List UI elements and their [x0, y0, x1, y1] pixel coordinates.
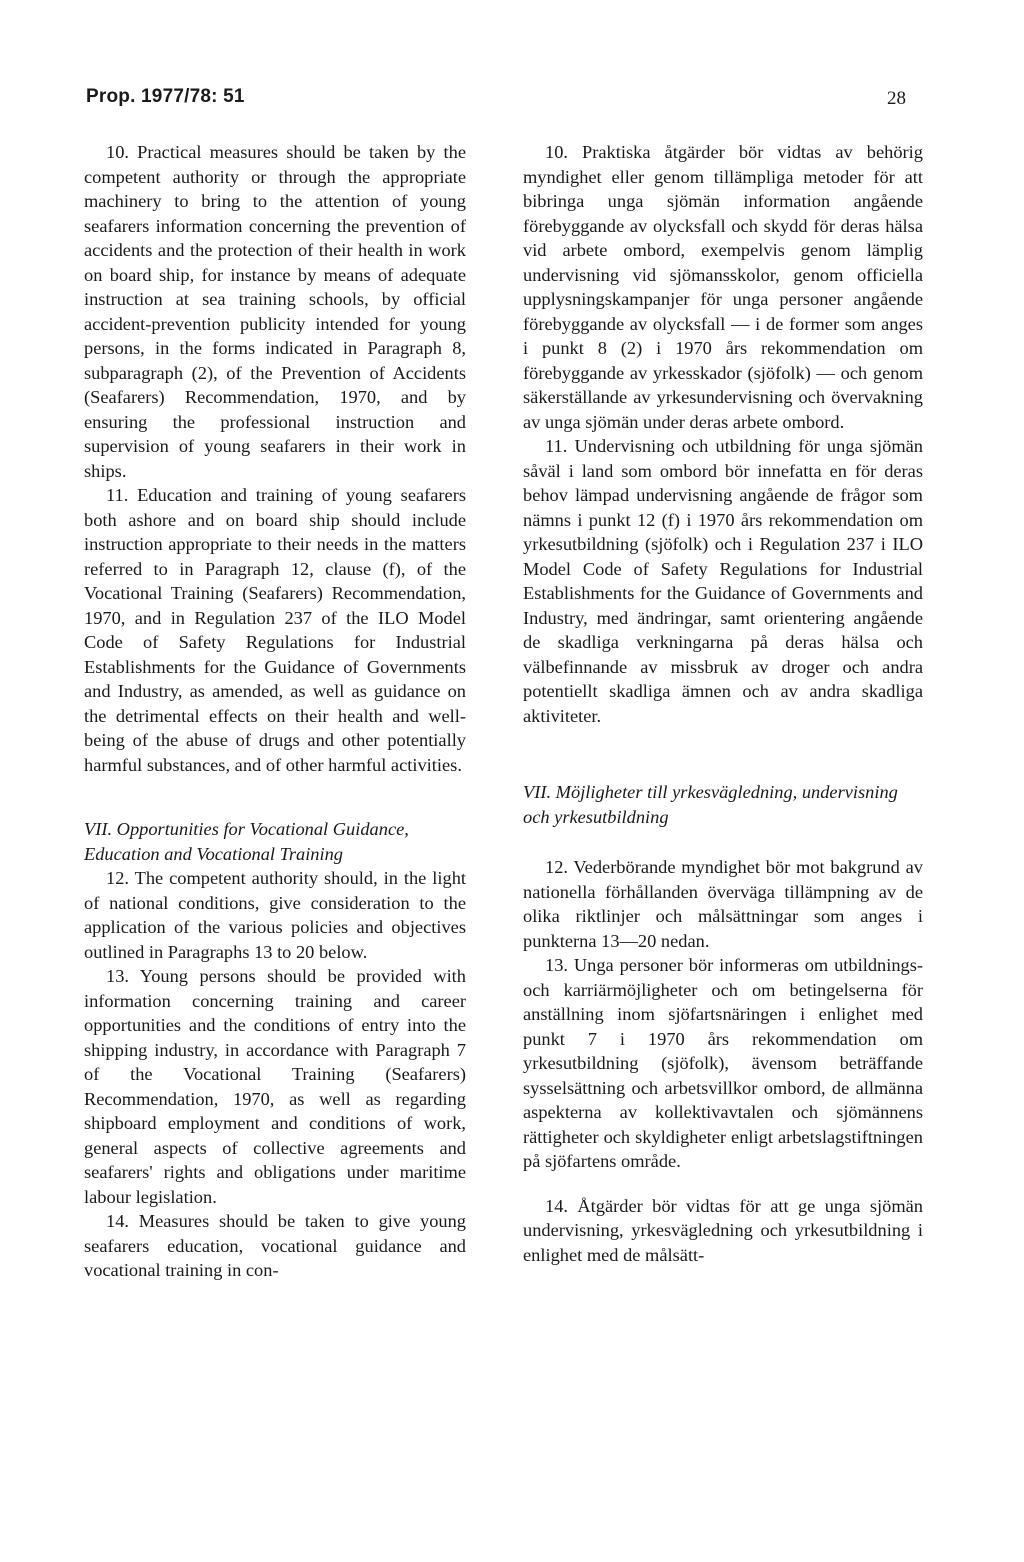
english-column	[84, 140, 466, 1283]
swedish-paragraph-12: 12. Vederbörande myndighet bör mot bakgrund av nationella förhållanden överväga tillämpning av de olika riktlinjer och målsättningar som anges i punkterna 13—20 nedan.	[523, 857, 923, 951]
english-paragraph-13: 13. Young persons should be provided with information concerning training and career opportunities and the conditions of entry into the shipping industry, in accordance with Paragraph 7 of the Vocational Training (Seafarers) Recommendation, 1970, as well as regarding shipboard employment and conditions of work, general aspects of collective agreements and seafarers' rights and obligations under maritime labour legislation.	[84, 966, 466, 1207]
english-paragraph-10: 10. Practical measures should be taken by the competent authority or through the appropriate machinery to bring to the attention of young seafarers information concerning the prevention of accidents and the protection of their health in work on board ship, for instance by means of adequate instruction at sea training schools, by official accident-prevention publicity intended for young persons, in the forms indicated in Paragraph 8, subparagraph (2), of the Prevention of Accidents (Seafarers) Recommendation, 1970, and by ensuring the professional instruction and supervision of young seafarers in their work in ships.	[84, 142, 466, 481]
page-header	[86, 86, 906, 116]
document-reference: Prop. 1977/78: 51	[86, 86, 245, 107]
swedish-column	[523, 140, 923, 1267]
spacer	[523, 829, 923, 855]
english-paragraph-14: 14. Measures should be taken to give young seafarers education, vocational guidance and vocational training in con-	[84, 1211, 466, 1280]
swedish-paragraph-13: 13. Unga personer bör informeras om utbildnings- och karriärmöjligheter och om betingelserna för anställning inom sjöfartsnäringen i enlighet med punkt 7 i 1970 års rekommendation om yrkesutbildning (sjöfolk), ävensom beträffande sysselsättning och arbetsvillkor ombord, de allmänna aspekterna av kollektivavtalen och sjömännens rättigheter och skyldigheter enligt arbetslagstiftningen på sjöfartens område.	[523, 955, 923, 1171]
spacer	[523, 728, 923, 780]
english-section-heading: VII. Opportunities for Vocational Guidance, Education and Vocational Training	[84, 819, 409, 864]
spacer	[84, 777, 466, 817]
swedish-section-heading: VII. Möjligheter till yrkesvägledning, undervisning och yrkesutbildning	[523, 782, 898, 827]
english-paragraph-12: 12. The competent authority should, in the light of national conditions, give consideration to the application of the various policies and objectives outlined in Paragraphs 13 to 20 below.	[84, 868, 466, 962]
page-number: 28	[887, 88, 906, 109]
spacer	[523, 1174, 923, 1194]
english-paragraph-11: 11. Education and training of young seafarers both ashore and on board ship should include instruction appropriate to their needs in the matters referred to in Paragraph 12, clause (f), of the Vocational Training (Seafarers) Recommendation, 1970, and in Regulation 237 of the ILO Model Code of Safety Regulations for Industrial Establishments for the Guidance of Governments and Industry, as amended, as well as guidance on the detrimental effects on their health and well-being of the abuse of drugs and other potentially harmful substances, and of other harmful activities.	[84, 485, 466, 775]
swedish-paragraph-10: 10. Praktiska åtgärder bör vidtas av behörig myndighet eller genom tillämpliga metoder för att bibringa unga sjömän information angående förebyggande av olycksfall och skydd för deras hälsa vid arbete ombord, exempelvis genom lämplig undervisning vid sjömansskolor, genom officiella upplysningskampanjer för unga personer angående förebyggande av olycksfall — i de former som anges i punkt 8 (2) i 1970 års rekommendation om förebyggande av yrkesskador (sjöfolk) — och genom säkerställande av yrkesundervisning och övervakning av unga sjömän under deras arbete ombord.	[523, 142, 923, 432]
swedish-paragraph-11: 11. Undervisning och utbildning för unga sjömän såväl i land som ombord bör innefatta en för deras behov lämpad undervisning angående de frågor som nämns i punkt 12 (f) i 1970 års rekommendation om yrkesutbildning (sjöfolk) och i Regulation 237 i ILO Model Code of Safety Regulations for Industrial Establishments for the Guidance of Governments and Industry, med ändringar, samt orientering angående de skadliga verkningarna på deras hälsa och välbefinnande av missbruk av droger och andra potentiellt skadliga ämnen och av andra skadliga aktiviteter.	[523, 436, 923, 726]
swedish-paragraph-14: 14. Åtgärder bör vidtas för att ge unga sjömän undervisning, yrkesvägledning och yrkesutbildning i enlighet med de målsätt-	[523, 1195, 923, 1265]
